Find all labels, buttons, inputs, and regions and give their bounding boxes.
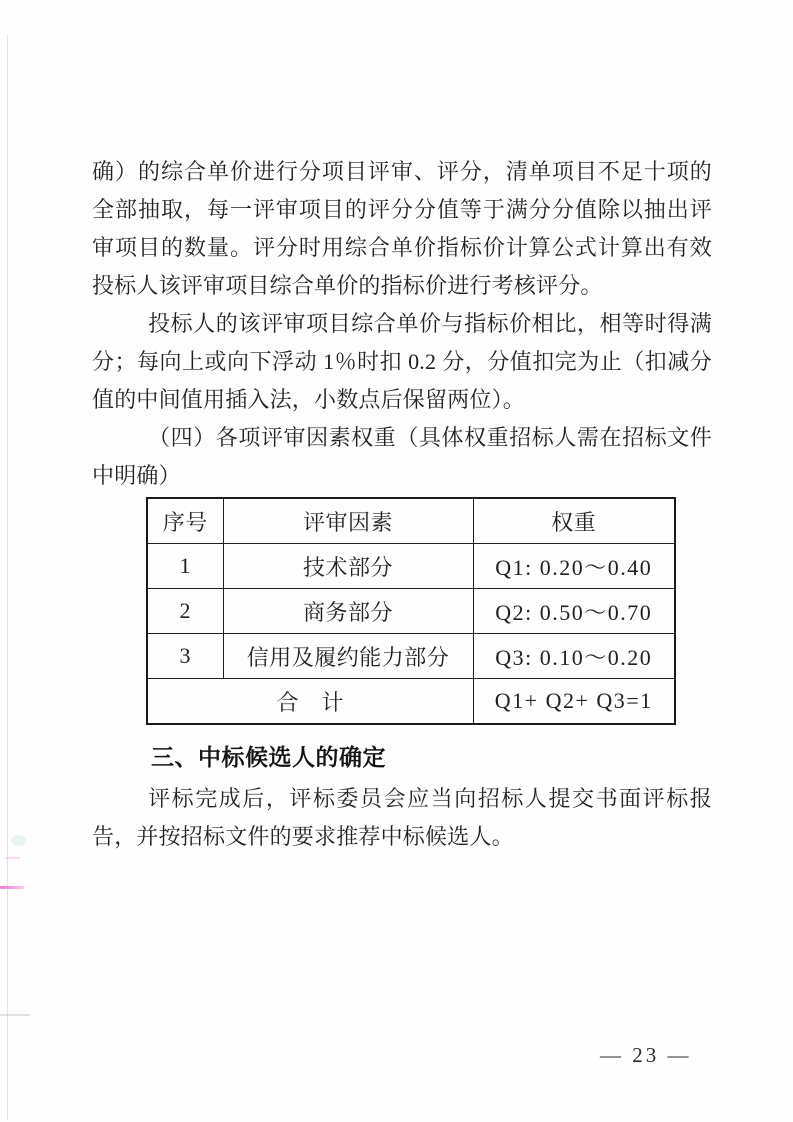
cell-total-value: Q1+ Q2+ Q3=1 xyxy=(473,679,675,725)
cell-serial: 2 xyxy=(147,589,223,634)
cell-weight: Q1: 0.20～0.40 xyxy=(473,544,675,589)
scan-edge-line xyxy=(7,35,8,1120)
cell-factor: 技术部分 xyxy=(223,544,473,589)
header-serial: 序号 xyxy=(147,498,223,544)
cell-weight: Q2: 0.50～0.70 xyxy=(473,589,675,634)
section-winner-determination xyxy=(92,741,712,856)
paragraph-continuation: 确）的综合单价进行分项目评审、评分，清单项目不足十项的全部抽取，每一评审项目的评分分值等于满分分值除以抽出评审项目的数量。评分时用综合单价指标价计算公式计算出有效投标人该评审项目综合单价的指标价进行考核评分。 xyxy=(92,159,712,298)
weights-table xyxy=(146,497,676,725)
header-weight: 权重 xyxy=(473,498,675,544)
body-text xyxy=(92,153,712,495)
scan-gray-mark xyxy=(0,1014,30,1016)
scan-pink-mark-faint xyxy=(5,857,20,859)
section-body: 评标完成后，评标委员会应当向招标人提交书面评标报告，并按招标文件的要求推荐中标候选人。 xyxy=(92,786,712,849)
table-header-row xyxy=(147,498,675,544)
table-row xyxy=(147,634,675,679)
page-number: — 23 — xyxy=(600,1043,692,1067)
scan-smudge xyxy=(11,835,26,846)
cell-serial: 1 xyxy=(147,544,223,589)
cell-factor: 信用及履约能力部分 xyxy=(223,634,473,679)
paragraph-scoring-rule: 投标人的该评审项目综合单价与指标价相比，相等时得满分；每向上或向下浮动 1％时扣 0.2 分，分值扣完为止（扣减分值的中间值用插入法，小数点后保留两位）。 xyxy=(92,311,712,412)
section-heading: 三、中标候选人的确定 xyxy=(151,744,386,770)
cell-serial: 3 xyxy=(147,634,223,679)
paragraph-weights-intro: （四）各项评审因素权重（具体权重招标人需在招标文件中明确） xyxy=(92,425,712,488)
table-total-row xyxy=(147,679,675,725)
scan-pink-mark xyxy=(0,886,24,889)
cell-weight: Q3: 0.10～0.20 xyxy=(473,634,675,679)
header-factor: 评审因素 xyxy=(223,498,473,544)
cell-factor: 商务部分 xyxy=(223,589,473,634)
table-row xyxy=(147,544,675,589)
table-row xyxy=(147,589,675,634)
cell-total-label: 合 计 xyxy=(147,679,473,725)
